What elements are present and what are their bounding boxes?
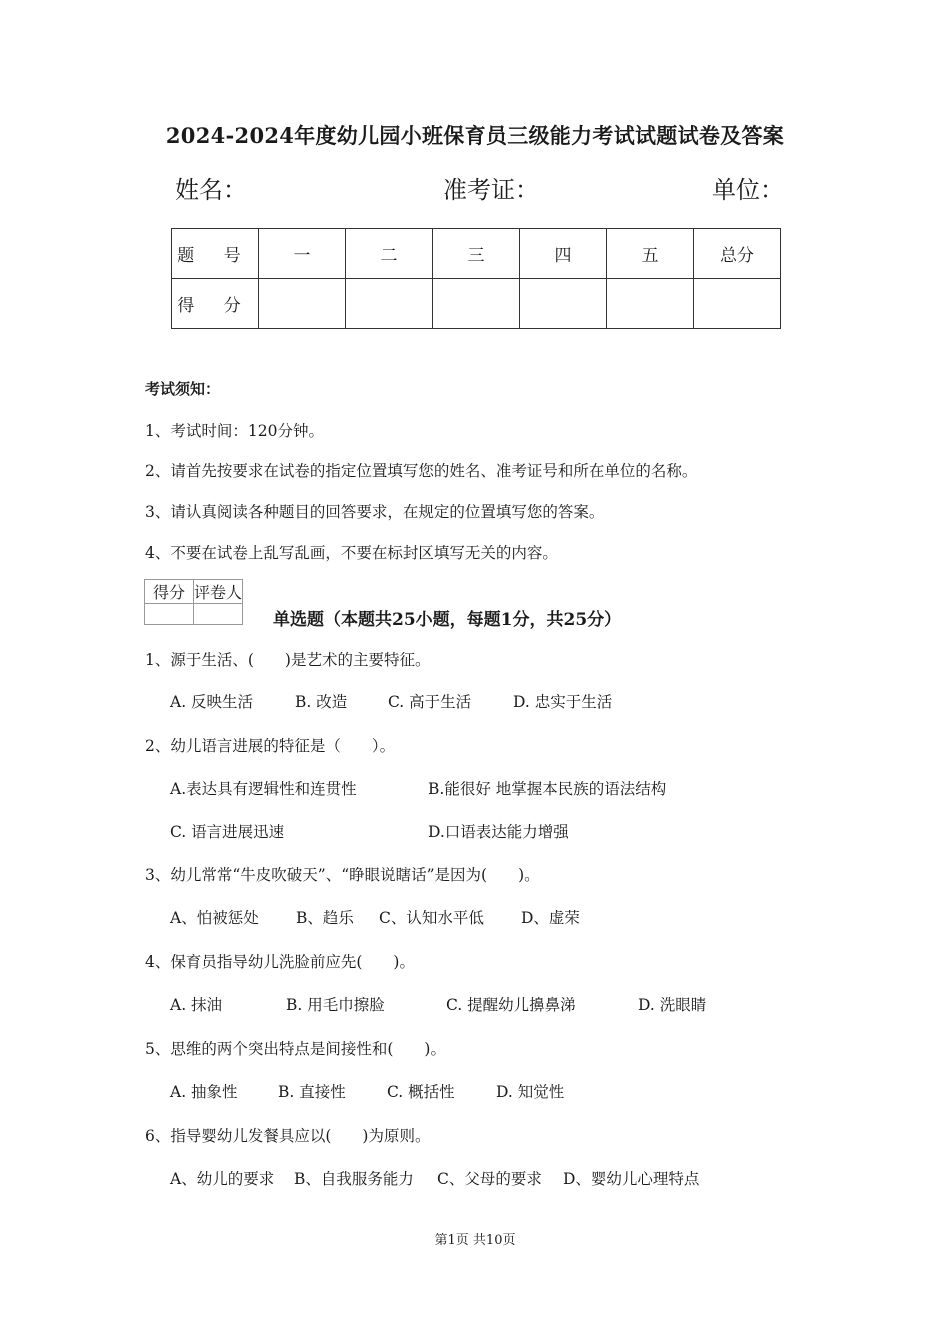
notice-item: 1、考试时间：120分钟。: [145, 422, 324, 440]
option-a[interactable]: A. 抽象性: [170, 1083, 238, 1101]
option-c[interactable]: C. 语言进展迅速: [170, 823, 285, 841]
option-b[interactable]: B. 用毛巾擦脸: [286, 996, 385, 1014]
score-table-header-label: 题 号: [172, 229, 259, 279]
notice-item: 2、请首先按要求在试卷的指定位置填写您的姓名、准考证号和所在单位的名称。: [145, 462, 698, 480]
score-cell-total[interactable]: [694, 279, 781, 329]
option-a[interactable]: A. 抹油: [170, 996, 223, 1014]
score-col-4: 四: [520, 229, 607, 279]
score-col-3: 三: [433, 229, 520, 279]
score-cell-2[interactable]: [346, 279, 433, 329]
question-stem: 4、保育员指导幼儿洗脸前应先( )。: [145, 953, 415, 971]
exam-id-label: 准考证：: [443, 176, 539, 204]
option-c[interactable]: C. 高于生活: [388, 693, 472, 711]
option-c[interactable]: C、认知水平低: [379, 909, 484, 927]
option-d[interactable]: D. 洗眼睛: [638, 996, 707, 1014]
notice-item: 3、请认真阅读各种题目的回答要求，在规定的位置填写您的答案。: [145, 503, 605, 521]
option-a[interactable]: A、怕被惩处: [170, 909, 259, 927]
option-d[interactable]: D. 忠实于生活: [513, 693, 613, 711]
unit-label: 单位：: [712, 176, 784, 204]
score-table: [171, 228, 781, 329]
grader-table: [144, 579, 243, 625]
option-d[interactable]: D、虚荣: [521, 909, 580, 927]
option-c[interactable]: C、父母的要求: [437, 1170, 542, 1188]
grader-score-cell[interactable]: [145, 604, 194, 625]
score-cell-5[interactable]: [607, 279, 694, 329]
question-stem: 6、指导婴幼儿发餐具应以( )为原则。: [145, 1127, 431, 1145]
grader-reviewer-cell[interactable]: [194, 604, 243, 625]
option-b[interactable]: B.能很好 地掌握本民族的语法结构: [428, 780, 667, 798]
notice-item: 4、不要在试卷上乱写乱画，不要在标封区填写无关的内容。: [145, 544, 558, 562]
option-d[interactable]: D、婴幼儿心理特点: [563, 1170, 700, 1188]
score-table-row-label: 得 分: [172, 279, 259, 329]
option-b[interactable]: B、自我服务能力: [294, 1170, 414, 1188]
notice-heading: 考试须知：: [145, 380, 221, 398]
score-col-5: 五: [607, 229, 694, 279]
score-col-2: 二: [346, 229, 433, 279]
question-stem: 1、源于生活、( )是艺术的主要特征。: [145, 651, 431, 669]
question-stem: 2、幼儿语言进展的特征是（ ）。: [145, 737, 396, 755]
score-cell-1[interactable]: [259, 279, 346, 329]
question-stem: 5、思维的两个突出特点是间接性和( )。: [145, 1040, 446, 1058]
score-col-1: 一: [259, 229, 346, 279]
score-cell-3[interactable]: [433, 279, 520, 329]
option-d[interactable]: D. 知觉性: [496, 1083, 565, 1101]
option-c[interactable]: C. 概括性: [387, 1083, 455, 1101]
option-a[interactable]: A. 反映生活: [170, 693, 254, 711]
score-col-total: 总分: [694, 229, 781, 279]
question-stem: 3、幼儿常常“牛皮吹破天”、“睁眼说瞎话”是因为( )。: [145, 866, 540, 884]
option-b[interactable]: B. 直接性: [278, 1083, 346, 1101]
page-title: 2024-2024年度幼儿园小班保育员三级能力考试试题试卷及答案: [165, 123, 785, 148]
option-c[interactable]: C. 提醒幼儿擤鼻涕: [446, 996, 576, 1014]
option-b[interactable]: B. 改造: [295, 693, 348, 711]
option-a[interactable]: A.表达具有逻辑性和连贯性: [170, 780, 357, 798]
score-cell-4[interactable]: [520, 279, 607, 329]
option-b[interactable]: B、趋乐: [296, 909, 354, 927]
score-table-score-row: [172, 279, 781, 329]
score-table-header-row: [172, 229, 781, 279]
name-label: 姓名：: [175, 176, 247, 204]
grader-score-label: 得分: [145, 580, 194, 604]
option-d[interactable]: D.口语表达能力增强: [428, 823, 569, 841]
page-footer: 第1页 共10页: [434, 1233, 516, 1248]
grader-reviewer-label: 评卷人: [194, 580, 243, 604]
option-a[interactable]: A、幼儿的要求: [170, 1170, 275, 1188]
section-title: 单选题（本题共25小题，每题1分，共25分）: [273, 610, 622, 630]
